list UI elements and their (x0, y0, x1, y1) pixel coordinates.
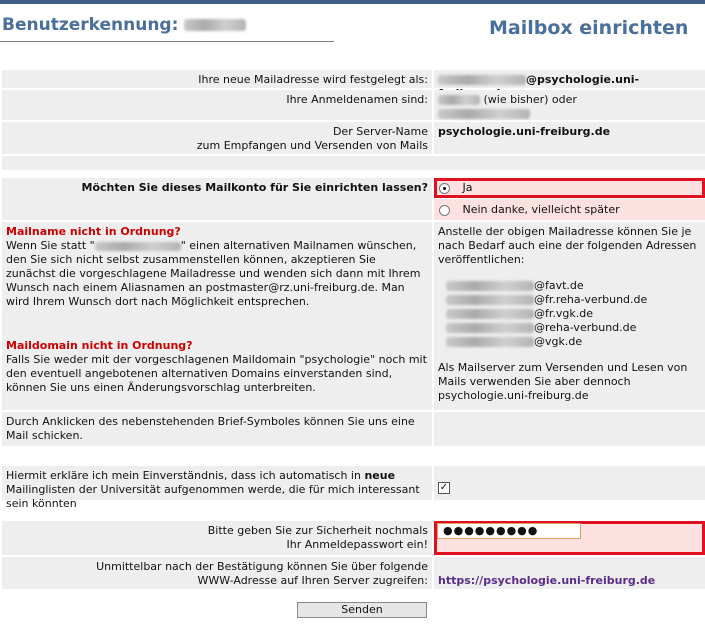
option-yes-label: Ja (462, 181, 473, 194)
mail-address-value-cell (434, 70, 705, 88)
consent-text-1: Hiermit erkläre ich mein Einverständnis, dass ich automatisch in (6, 469, 361, 482)
www-label-cell (2, 557, 432, 589)
option-yes-highlight (434, 178, 705, 198)
www-label-1: Unmittelbar nach der Bestätigung können Sie über folgende (96, 560, 428, 573)
notes-right-cell (434, 222, 705, 410)
setup-question: Möchten Sie dieses Mailkonto für Sie einrichten lassen? (81, 181, 428, 194)
alt-address-item (446, 335, 701, 349)
option-yes[interactable] (439, 181, 473, 194)
mail-address-label: Ihre neue Mailadresse wird festgelegt als: (198, 73, 428, 86)
option-no[interactable] (439, 203, 620, 216)
option-no-label: Nein danke, vielleicht später (462, 203, 620, 216)
redacted-login-1 (438, 95, 480, 105)
consent-checkbox-cell (434, 466, 705, 500)
redacted-mailname (446, 295, 534, 305)
letter-icon-cell[interactable] (434, 412, 705, 446)
login-names-label-cell (2, 90, 432, 120)
setup-question-cell (2, 178, 432, 220)
password-input[interactable]: ●●●●●●●●● (437, 523, 581, 539)
alt-address-item (446, 321, 701, 335)
mail-domain: @psychologie.uni- (526, 73, 640, 86)
redacted-mailname (446, 323, 534, 333)
www-value-cell (434, 557, 705, 589)
alt-address-item (446, 279, 701, 293)
consent-text-2: Mailinglisten der Universität aufgenommen werde, die für mich interessant sein könnten (6, 483, 420, 510)
user-id-label (2, 15, 246, 35)
alt-domain: @fr.vgk.de (534, 307, 593, 320)
password-label-1: Bitte geben Sie zur Sicherheit nochmals (207, 524, 428, 537)
redacted-mailname (446, 337, 534, 347)
header-underline (0, 41, 334, 42)
www-link[interactable]: https://psychologie.uni-freiburg.de (438, 574, 656, 587)
mailname-heading: Mailname nicht in Ordnung? (6, 225, 181, 238)
redacted-user-id (184, 19, 246, 31)
maildomain-heading: Maildomain nicht in Ordnung? (6, 339, 193, 352)
consent-text-bold: neue (364, 469, 396, 482)
password-label-2: Ihr Anmeldepasswort ein! (286, 538, 428, 551)
spacer-row (2, 156, 705, 170)
page-title: Mailbox einrichten (489, 17, 689, 39)
server-label-1: Der Server-Name (332, 125, 428, 138)
redacted-mailname (438, 75, 526, 85)
radio-no[interactable] (439, 205, 450, 216)
mail-address-label-cell (2, 70, 432, 88)
server-label-2: zum Empfangen und Versenden von Mails (196, 139, 428, 152)
redacted-name (95, 242, 181, 251)
login-names-label: Ihre Anmeldenamen sind: (286, 93, 428, 106)
login-names-value-cell (434, 90, 705, 120)
letter-text: Durch Anklicken des nebenstehenden Brief-Symboles können Sie uns eine Mail schicken. (6, 415, 415, 442)
mailname-text-1: Wenn Sie statt " (6, 239, 95, 252)
www-label-2: WWW-Adresse auf Ihren Server zugreifen: (197, 574, 428, 587)
alt-address-item (446, 307, 701, 321)
server-value-cell (434, 122, 705, 154)
server-value: psychologie.uni-freiburg.de (438, 125, 611, 138)
consent-checkbox[interactable]: ✓ (439, 482, 449, 493)
redacted-mailname (446, 281, 534, 291)
notes-left-cell (2, 222, 432, 410)
maildomain-text: Falls Sie weder mit der vorgeschlagenen Maildomain "psychologie" noch mit den eventuell angebotenen alternativen Domains einverstanden sind, können Sie uns einen Änderungsvorschlag unterbreiten. (6, 353, 427, 394)
alt-address-outro: Als Mailserver zum Versenden und Lesen von Mails verwenden Sie aber dennoch psychologie.uni-freiburg.de (438, 361, 688, 402)
mailname-text (6, 239, 428, 309)
password-label-cell (2, 521, 432, 555)
redacted-login-2 (438, 109, 530, 119)
alt-domain: @favt.de (534, 279, 584, 292)
alt-domain: @reha-verbund.de (534, 321, 637, 334)
radio-yes[interactable] (439, 183, 450, 194)
user-id-text: Benutzerkennung: (2, 15, 179, 35)
alt-domain: @fr.reha-verbund.de (534, 293, 648, 306)
server-label-cell (2, 122, 432, 154)
redacted-mailname (446, 309, 534, 319)
letter-text-cell (2, 412, 432, 446)
mailname-text-2: " einen alternativen Mailnamen wünschen, den Sie sich nicht selbst zusammenstellen können, akzeptieren Sie zunächst die vorgeschlagene Mailadresse und wenden sich dann mit Ihrem Wunsch nach einem Aliasnamen an postmaster@rz.uni-freiburg.de. Man wird Ihrem Wunsch dort nach Möglichkeit entsprechen. (6, 239, 421, 308)
alt-address-item (446, 293, 701, 307)
alt-address-list (438, 279, 701, 349)
submit-button[interactable]: Senden (297, 602, 427, 618)
top-bar (0, 0, 705, 4)
consent-text-cell (2, 466, 432, 510)
alt-address-intro: Anstelle der obigen Mailadresse können Sie je nach Bedarf auch eine der folgenden Adressen veröffentlichen: (438, 225, 697, 266)
alt-domain: @vgk.de (534, 335, 583, 348)
login-suffix: (wie bisher) oder (483, 93, 577, 106)
